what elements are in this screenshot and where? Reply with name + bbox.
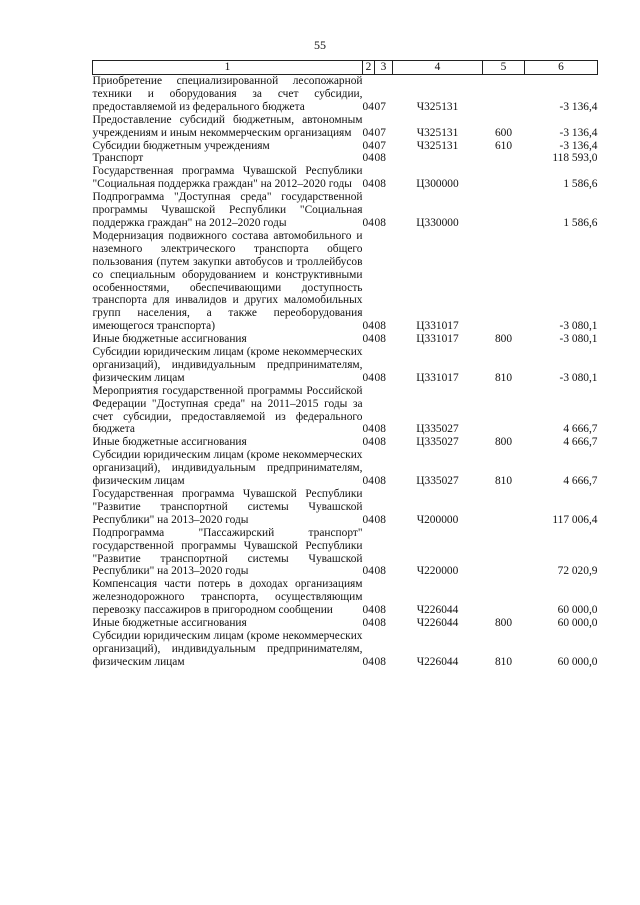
cell-target-article: Ц331017 xyxy=(416,333,459,346)
cell-sum: -3 136,4 xyxy=(559,126,598,139)
table-row xyxy=(93,578,598,617)
table-body xyxy=(93,75,598,669)
cell-section: 04 xyxy=(362,152,374,165)
table-row xyxy=(93,152,598,165)
cell-expense-type: 810 xyxy=(494,655,513,668)
cell-target-article: Ц331017 xyxy=(416,371,459,384)
cell-name: Иные бюджетные ассигнования xyxy=(92,617,247,630)
cell-section: 04 xyxy=(362,604,374,617)
cell-sum: 4 666,7 xyxy=(563,423,598,436)
cell-sum: 60 000,0 xyxy=(557,604,598,617)
table-row xyxy=(93,449,598,488)
cell-expense-type xyxy=(483,230,525,333)
cell-target-article xyxy=(393,152,483,165)
table-header-row xyxy=(93,61,598,75)
cell-target-article: Ч200000 xyxy=(416,513,459,526)
cell-subsection: 08 xyxy=(374,513,386,526)
cell-name: Иные бюджетные ассигнования xyxy=(92,436,247,449)
cell-subsection: 08 xyxy=(374,320,386,333)
cell-section: 04 xyxy=(362,178,374,191)
table-row xyxy=(93,75,598,114)
cell-sum: -3 136,4 xyxy=(559,100,598,113)
cell-target-article: Ч325131 xyxy=(416,100,459,113)
cell-subsection: 08 xyxy=(374,655,386,668)
header-col-2: 2 xyxy=(363,61,375,75)
cell-subsection: 07 xyxy=(374,100,386,113)
header-col-6: 6 xyxy=(525,61,598,75)
cell-name: Компенсация части потерь в доходах организациям железнодорожного транспорта, осуществляющим перевозку пассажиров в пригородном сообщении xyxy=(92,578,363,617)
cell-name: Предоставление субсидий бюджетным, автономным учреждениям и иным некоммерческим организациям xyxy=(92,113,363,139)
table-row xyxy=(93,630,598,669)
cell-name: Государственная программа Чувашской Республики "Социальная поддержка граждан" на 2012–2020 годы xyxy=(92,165,363,191)
cell-target-article: Ч226044 xyxy=(416,655,459,668)
header-col-5: 5 xyxy=(483,61,525,75)
table-row xyxy=(93,385,598,437)
cell-name: Субсидии юридическим лицам (кроме некоммерческих организаций), индивидуальным предпринимателям, физическим лицам xyxy=(92,346,363,384)
cell-section: 04 xyxy=(362,139,374,152)
table-row xyxy=(93,230,598,333)
cell-section: 04 xyxy=(362,436,374,449)
cell-expense-type: 800 xyxy=(494,333,513,346)
cell-section: 04 xyxy=(362,475,374,488)
table-row xyxy=(93,527,598,579)
cell-target-article: Ц331017 xyxy=(416,320,459,333)
cell-section: 04 xyxy=(362,617,374,630)
table-row xyxy=(93,333,598,346)
cell-expense-type xyxy=(483,578,525,617)
cell-section: 04 xyxy=(362,100,374,113)
cell-section: 04 xyxy=(362,371,374,384)
cell-subsection: 08 xyxy=(374,216,386,229)
table-row xyxy=(93,165,598,191)
cell-sum: 60 000,0 xyxy=(557,617,598,630)
cell-expense-type xyxy=(483,152,525,165)
cell-target-article: Ц330000 xyxy=(416,216,459,229)
cell-section: 04 xyxy=(362,126,374,139)
cell-sum: 4 666,7 xyxy=(563,475,598,488)
cell-section: 04 xyxy=(362,423,374,436)
table-row xyxy=(93,114,598,140)
cell-sum: -3 136,4 xyxy=(559,139,598,152)
cell-subsection: 08 xyxy=(374,152,386,165)
cell-name: Подпрограмма "Пассажирский транспорт" государственной программы Чувашской Республики "Развитие транспортной системы Чувашской Республики" на 2013–2020 годы xyxy=(92,526,363,578)
cell-subsection: 08 xyxy=(374,604,386,617)
cell-name: Модернизация подвижного состава автомобильного и наземного электрического транспорта общего пользования (путем закупки автобусов и троллейбусов со специальным оборудованием и конструктивными особенностями, обеспечивающими доступность транспорта для инвалидов и других маломобильных групп населения, а также переоборудования имеющегося транспорта) xyxy=(92,229,363,333)
cell-name: Субсидии юридическим лицам (кроме некоммерческих организаций), индивидуальным предпринимателям, физическим лицам xyxy=(92,449,363,488)
cell-target-article: Ц335027 xyxy=(416,475,459,488)
cell-expense-type: 810 xyxy=(494,371,513,384)
cell-name: Государственная программа Чувашской Республики "Развитие транспортной системы Чувашской Республики" на 2013–2020 годы xyxy=(92,488,363,526)
cell-target-article: Ц300000 xyxy=(416,178,459,191)
cell-sum: -3 080,1 xyxy=(559,333,598,346)
cell-expense-type: 800 xyxy=(494,617,513,630)
cell-subsection: 07 xyxy=(374,139,386,152)
cell-name: Мероприятия государственной программы Российской Федерации "Доступная среда" на 2011–2015 годы за счет субсидии, предоставляемой из федерального бюджета xyxy=(92,384,363,436)
cell-subsection: 08 xyxy=(374,565,386,578)
cell-subsection: 08 xyxy=(374,423,386,436)
cell-section: 04 xyxy=(362,320,374,333)
header-col-4: 4 xyxy=(393,61,483,75)
cell-subsection: 08 xyxy=(374,371,386,384)
cell-subsection: 08 xyxy=(374,475,386,488)
cell-name: Иные бюджетные ассигнования xyxy=(92,333,247,346)
cell-name: Приобретение специализированной лесопожарной техники и оборудования за счет субсидии, предоставляемой из федерального бюджета xyxy=(92,75,363,113)
cell-name: Субсидии бюджетным учреждениям xyxy=(92,139,270,152)
cell-sum: 4 666,7 xyxy=(563,436,598,449)
cell-sum: 72 020,9 xyxy=(557,565,598,578)
cell-target-article: Ч226044 xyxy=(416,617,459,630)
cell-expense-type xyxy=(483,385,525,437)
cell-target-article: Ц335027 xyxy=(416,423,459,436)
cell-name: Субсидии юридическим лицам (кроме некоммерческих организаций), индивидуальным предпринимателям, физическим лицам xyxy=(92,629,363,668)
cell-name: Транспорт xyxy=(92,152,144,165)
table-row xyxy=(93,140,598,153)
cell-expense-type: 800 xyxy=(494,436,513,449)
cell-subsection: 08 xyxy=(374,617,386,630)
cell-target-article: Ч325131 xyxy=(416,139,459,152)
cell-subsection: 08 xyxy=(374,436,386,449)
table-row xyxy=(93,617,598,630)
cell-expense-type xyxy=(483,488,525,527)
cell-target-article: Ч325131 xyxy=(416,126,459,139)
table-row xyxy=(93,488,598,527)
cell-sum: 118 593,0 xyxy=(552,152,598,165)
cell-sum: 1 586,6 xyxy=(563,178,598,191)
budget-table xyxy=(92,60,598,669)
cell-target-article: Ч220000 xyxy=(416,565,459,578)
cell-sum: 1 586,6 xyxy=(563,216,598,229)
cell-sum: -3 080,1 xyxy=(559,320,598,333)
cell-expense-type: 600 xyxy=(494,126,513,139)
cell-subsection: 08 xyxy=(374,333,386,346)
cell-target-article: Ц335027 xyxy=(416,436,459,449)
cell-expense-type: 610 xyxy=(494,139,513,152)
cell-sum: 117 006,4 xyxy=(552,513,598,526)
table-row xyxy=(93,191,598,230)
header-col-3: 3 xyxy=(375,61,393,75)
cell-section: 04 xyxy=(362,565,374,578)
cell-target-article: Ч226044 xyxy=(416,604,459,617)
cell-expense-type xyxy=(483,75,525,114)
cell-subsection: 07 xyxy=(374,126,386,139)
cell-section: 04 xyxy=(362,655,374,668)
table-row xyxy=(93,436,598,449)
page-number: 55 xyxy=(314,38,326,52)
cell-expense-type xyxy=(483,165,525,191)
cell-section: 04 xyxy=(362,513,374,526)
cell-expense-type: 810 xyxy=(494,475,513,488)
cell-section: 04 xyxy=(362,333,374,346)
cell-expense-type xyxy=(483,527,525,579)
cell-subsection: 08 xyxy=(374,178,386,191)
cell-expense-type xyxy=(483,191,525,230)
header-col-1: 1 xyxy=(93,61,363,75)
table-row xyxy=(93,346,598,385)
cell-sum: 60 000,0 xyxy=(557,655,598,668)
cell-name: Подпрограмма "Доступная среда" государственной программы Чувашской Республики "Социальная поддержка граждан" на 2012–2020 годы xyxy=(92,191,363,229)
cell-section: 04 xyxy=(362,216,374,229)
cell-sum: -3 080,1 xyxy=(559,371,598,384)
